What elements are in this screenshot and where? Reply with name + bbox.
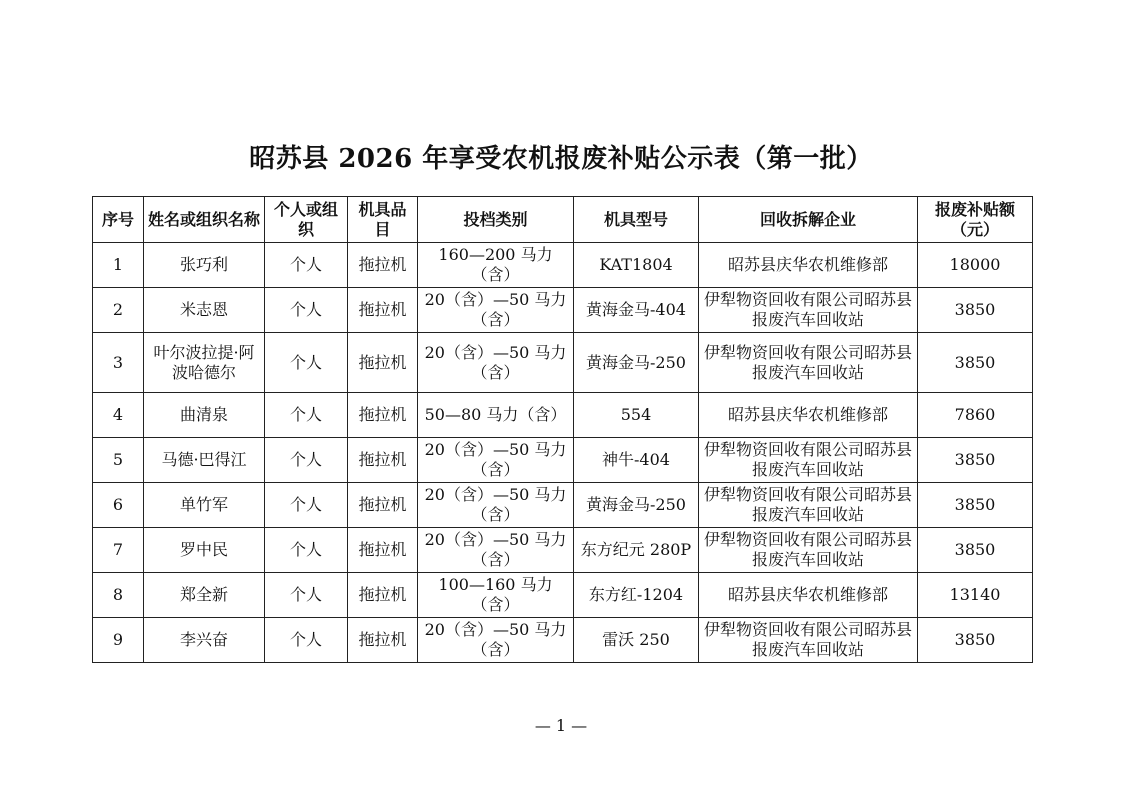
cell-category: 拖拉机 (348, 393, 418, 438)
cell-seq: 9 (93, 618, 144, 663)
cell-amount: 3850 (918, 333, 1033, 393)
table-row (93, 573, 1033, 618)
cell-type: 个人 (265, 528, 348, 573)
cell-seq: 8 (93, 573, 144, 618)
header-name: 姓名或组织名称 (144, 197, 265, 243)
table-row (93, 483, 1033, 528)
cell-category: 拖拉机 (348, 528, 418, 573)
cell-bracket: 100—160 马力（含） (418, 573, 574, 618)
header-bracket: 投档类别 (418, 197, 574, 243)
cell-amount: 3850 (918, 288, 1033, 333)
cell-enterprise: 昭苏县庆华农机维修部 (699, 393, 918, 438)
table-row (93, 393, 1033, 438)
cell-bracket: 20（含）—50 马力（含） (418, 528, 574, 573)
header-seq: 序号 (93, 197, 144, 243)
cell-bracket: 20（含）—50 马力（含） (418, 438, 574, 483)
header-category: 机具品目 (348, 197, 418, 243)
subsidy-table (92, 196, 1033, 663)
cell-bracket: 160—200 马力（含） (418, 243, 574, 288)
cell-seq: 1 (93, 243, 144, 288)
cell-enterprise: 伊犁物资回收有限公司昭苏县报废汽车回收站 (699, 288, 918, 333)
cell-enterprise: 伊犁物资回收有限公司昭苏县报废汽车回收站 (699, 528, 918, 573)
header-model: 机具型号 (574, 197, 699, 243)
cell-amount: 3850 (918, 483, 1033, 528)
cell-bracket: 20（含）—50 马力（含） (418, 288, 574, 333)
table-row (93, 528, 1033, 573)
cell-amount: 18000 (918, 243, 1033, 288)
cell-name: 张巧利 (144, 243, 265, 288)
cell-seq: 3 (93, 333, 144, 393)
cell-model: 554 (574, 393, 699, 438)
cell-bracket: 20（含）—50 马力（含） (418, 483, 574, 528)
cell-type: 个人 (265, 483, 348, 528)
cell-name: 曲清泉 (144, 393, 265, 438)
cell-enterprise: 伊犁物资回收有限公司昭苏县报废汽车回收站 (699, 438, 918, 483)
header-amount: 报废补贴额（元） (918, 197, 1033, 243)
table-row (93, 438, 1033, 483)
cell-name: 马德·巴得江 (144, 438, 265, 483)
cell-model: 东方纪元 280P (574, 528, 699, 573)
cell-seq: 4 (93, 393, 144, 438)
table-header-row (93, 197, 1033, 243)
cell-category: 拖拉机 (348, 333, 418, 393)
table-row (93, 243, 1033, 288)
cell-amount: 7860 (918, 393, 1033, 438)
page-number: — 1 — (534, 716, 588, 735)
cell-name: 罗中民 (144, 528, 265, 573)
table-row (93, 618, 1033, 663)
cell-seq: 7 (93, 528, 144, 573)
cell-model: 神牛-404 (574, 438, 699, 483)
cell-name: 叶尔波拉提·阿波哈德尔 (144, 333, 265, 393)
cell-enterprise: 昭苏县庆华农机维修部 (699, 573, 918, 618)
cell-category: 拖拉机 (348, 483, 418, 528)
cell-type: 个人 (265, 438, 348, 483)
cell-amount: 3850 (918, 438, 1033, 483)
cell-seq: 6 (93, 483, 144, 528)
cell-type: 个人 (265, 243, 348, 288)
table-row (93, 333, 1033, 393)
cell-category: 拖拉机 (348, 573, 418, 618)
cell-category: 拖拉机 (348, 288, 418, 333)
cell-type: 个人 (265, 333, 348, 393)
cell-model: 黄海金马-250 (574, 483, 699, 528)
cell-enterprise: 伊犁物资回收有限公司昭苏县报废汽车回收站 (699, 333, 918, 393)
cell-amount: 3850 (918, 618, 1033, 663)
cell-type: 个人 (265, 618, 348, 663)
cell-name: 郑全新 (144, 573, 265, 618)
cell-name: 李兴奋 (144, 618, 265, 663)
cell-name: 单竹军 (144, 483, 265, 528)
cell-model: 东方红-1204 (574, 573, 699, 618)
cell-category: 拖拉机 (348, 438, 418, 483)
cell-model: 黄海金马-404 (574, 288, 699, 333)
cell-enterprise: 伊犁物资回收有限公司昭苏县报废汽车回收站 (699, 483, 918, 528)
cell-type: 个人 (265, 573, 348, 618)
cell-enterprise: 伊犁物资回收有限公司昭苏县报废汽车回收站 (699, 618, 918, 663)
page-title: 昭苏县 2026 年享受农机报废补贴公示表（第一批） (249, 144, 873, 174)
cell-bracket: 20（含）—50 马力（含） (418, 333, 574, 393)
cell-enterprise: 昭苏县庆华农机维修部 (699, 243, 918, 288)
table-row (93, 288, 1033, 333)
cell-model: 黄海金马-250 (574, 333, 699, 393)
header-enterprise: 回收拆解企业 (699, 197, 918, 243)
cell-bracket: 20（含）—50 马力（含） (418, 618, 574, 663)
cell-model: 雷沃 250 (574, 618, 699, 663)
cell-category: 拖拉机 (348, 618, 418, 663)
cell-bracket: 50—80 马力（含） (418, 393, 574, 438)
cell-amount: 13140 (918, 573, 1033, 618)
cell-seq: 2 (93, 288, 144, 333)
cell-seq: 5 (93, 438, 144, 483)
cell-type: 个人 (265, 393, 348, 438)
cell-model: KAT1804 (574, 243, 699, 288)
cell-category: 拖拉机 (348, 243, 418, 288)
cell-amount: 3850 (918, 528, 1033, 573)
cell-name: 米志恩 (144, 288, 265, 333)
cell-type: 个人 (265, 288, 348, 333)
header-type: 个人或组织 (265, 197, 348, 243)
